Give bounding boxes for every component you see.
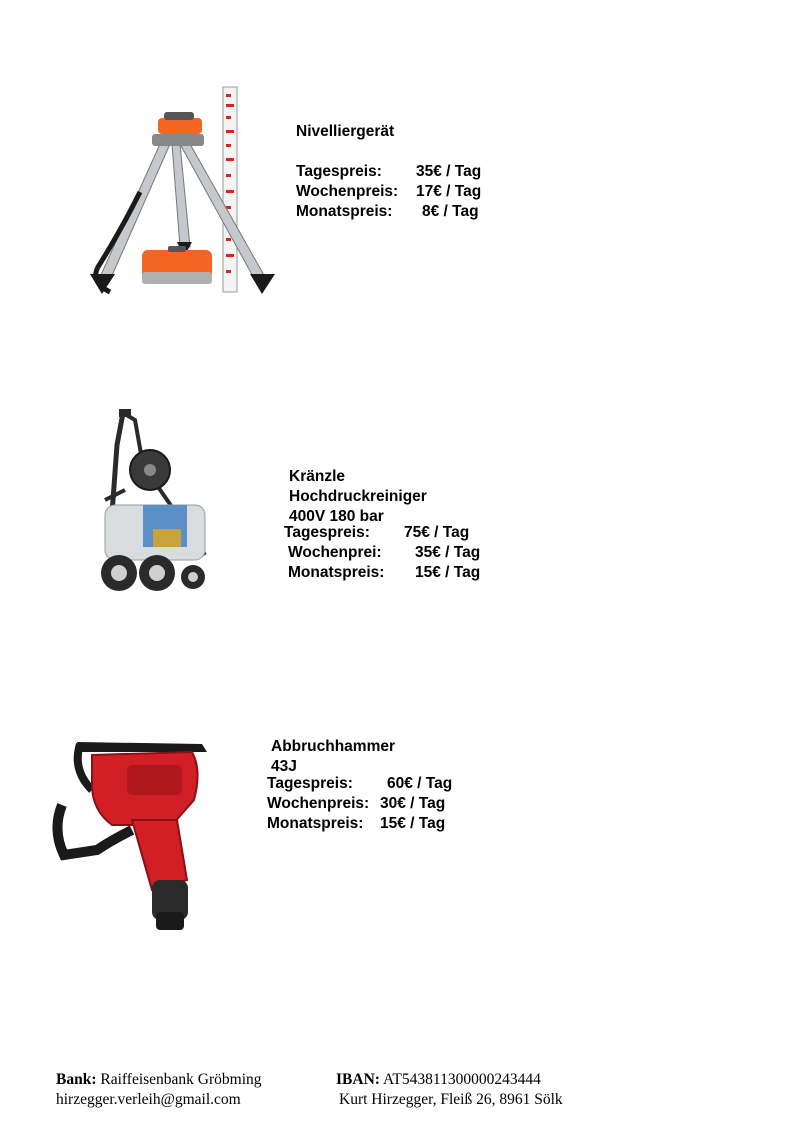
price-label: Tagespreis: xyxy=(267,775,353,792)
price-label: Wochenprei: xyxy=(288,544,382,561)
footer-email[interactable] xyxy=(56,1090,241,1110)
price-value: 30€ / Tag xyxy=(380,795,446,812)
pressure-washer-icon xyxy=(95,405,220,600)
footer-address xyxy=(339,1090,563,1110)
price-value: 35€ / Tag xyxy=(415,544,481,561)
footer-bank xyxy=(56,1070,262,1090)
product-title: Nivelliergerät xyxy=(296,123,395,140)
address: Kurt Hirzegger, Fleiß 26, 8961 Sölk xyxy=(339,1091,563,1108)
demolition-hammer-icon xyxy=(52,730,217,935)
bank-label: Bank: xyxy=(56,1071,97,1088)
price-row-week xyxy=(284,543,480,563)
product-info xyxy=(296,122,481,222)
price-label: Tagespreis: xyxy=(296,163,382,180)
price-row-day xyxy=(267,774,452,794)
price-label: Monatspreis: xyxy=(288,564,385,581)
price-row-day xyxy=(284,523,480,543)
iban-label: IBAN: xyxy=(336,1071,380,1088)
price-value: 15€ / Tag xyxy=(415,564,481,581)
leveling-instrument-icon xyxy=(80,82,280,302)
price-value: 15€ / Tag xyxy=(380,815,446,832)
price-row-week xyxy=(296,182,481,202)
product-prices xyxy=(284,523,480,583)
price-row-month xyxy=(296,202,481,222)
price-row-month xyxy=(284,563,480,583)
price-label: Monatspreis: xyxy=(296,203,393,220)
price-value: 35€ / Tag xyxy=(416,163,482,180)
price-label: Tagespreis: xyxy=(284,524,370,541)
product-prices xyxy=(267,774,452,834)
product-title: Abbruchhammer 43J xyxy=(271,738,396,775)
price-row-day xyxy=(296,162,481,182)
footer-iban xyxy=(336,1070,541,1090)
product-title: Kränzle Hochdruckreiniger 400V 180 bar xyxy=(289,468,427,525)
price-value: 8€ / Tag xyxy=(422,203,479,220)
price-row-month xyxy=(267,814,452,834)
email-link[interactable]: hirzegger.verleih@gmail.com xyxy=(56,1091,241,1108)
bank-value: Raiffeisenbank Gröbming xyxy=(100,1071,262,1088)
price-value: 75€ / Tag xyxy=(404,524,470,541)
price-label: Wochenpreis: xyxy=(296,183,399,200)
iban-value: AT543811300000243444 xyxy=(382,1071,541,1088)
price-value: 17€ / Tag xyxy=(416,183,482,200)
price-label: Wochenpreis: xyxy=(267,795,370,812)
price-row-week xyxy=(267,794,452,814)
price-label: Monatspreis: xyxy=(267,815,364,832)
price-value: 60€ / Tag xyxy=(387,775,453,792)
